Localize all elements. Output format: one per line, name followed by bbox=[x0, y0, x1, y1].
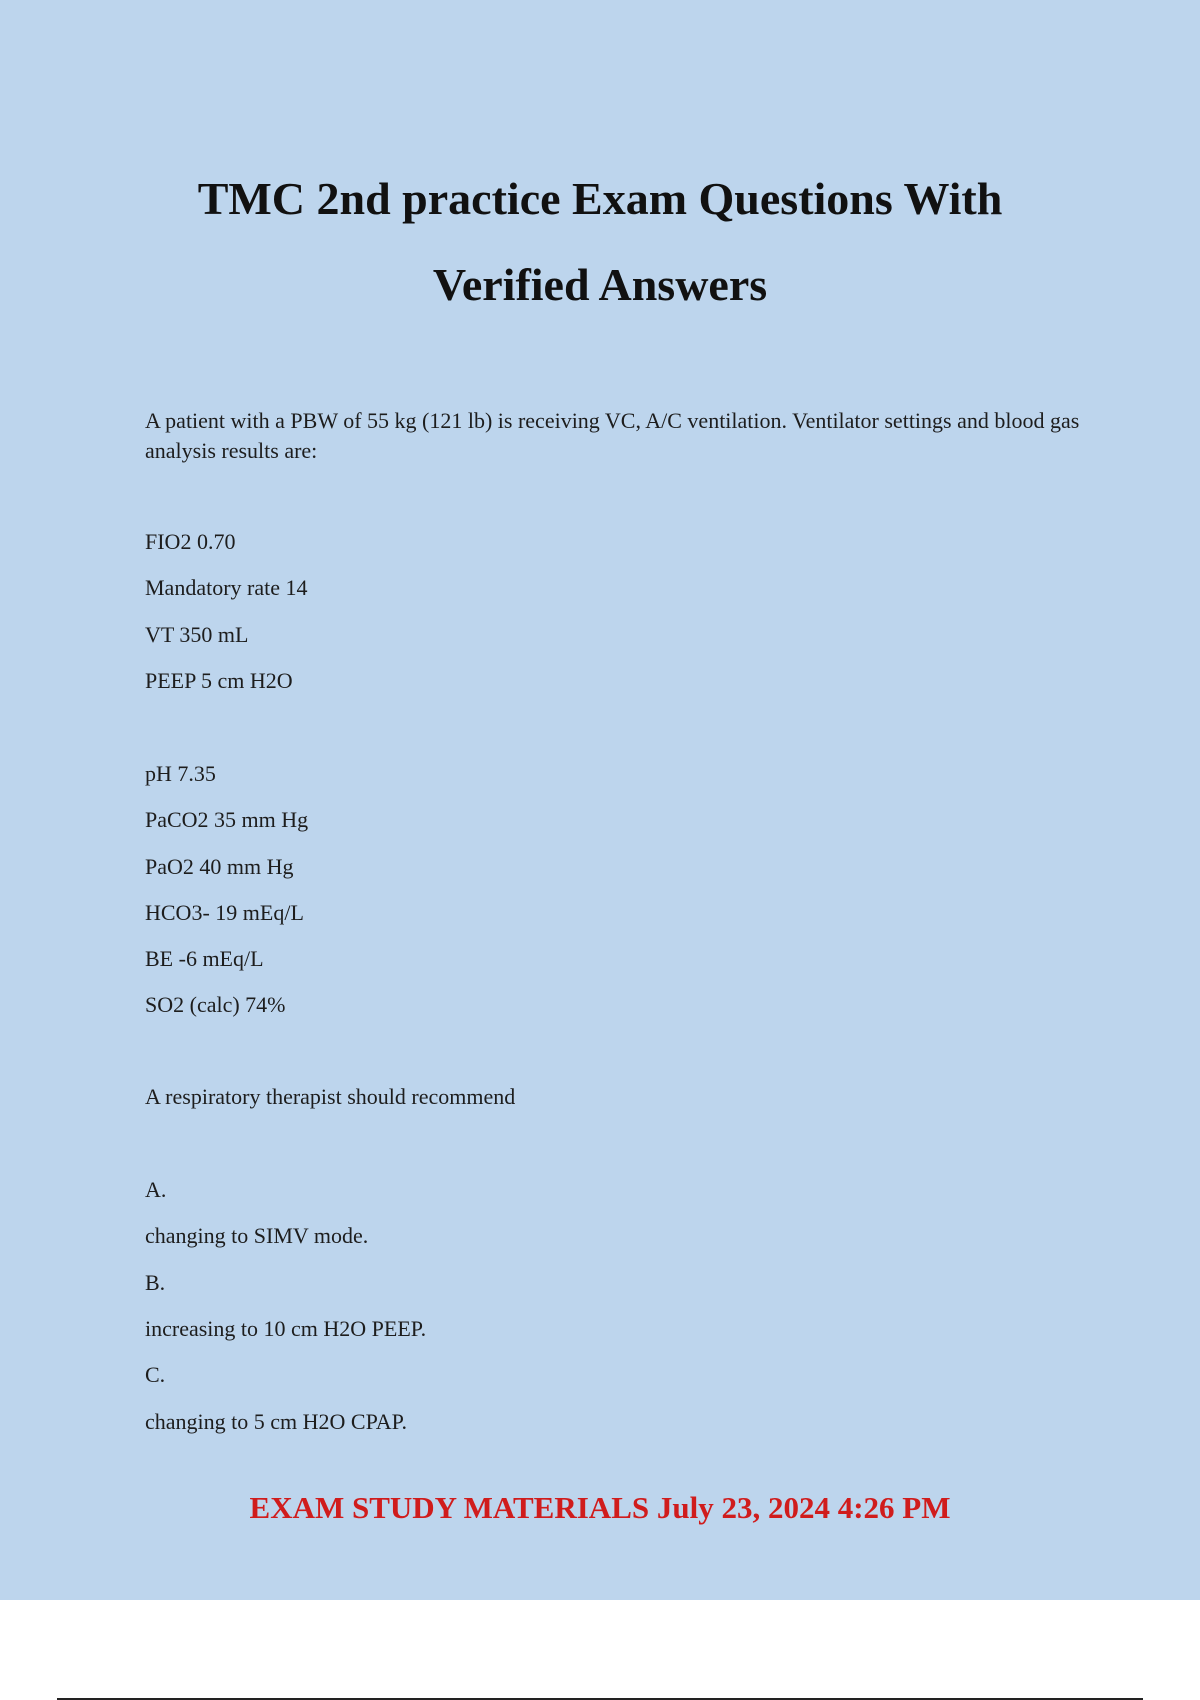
exam-stamp: EXAM STUDY MATERIALS July 23, 2024 4:26 PM bbox=[249, 1490, 951, 1525]
setting-fio2: FIO2 0.70 bbox=[145, 529, 236, 554]
setting-mandatory-rate: Mandatory rate 14 bbox=[145, 575, 308, 600]
page-title-line-1: TMC 2nd practice Exam Questions With bbox=[197, 173, 1003, 224]
gas-hco3: HCO3- 19 mEq/L bbox=[145, 900, 304, 925]
page-title-line-2: Verified Answers bbox=[432, 259, 768, 310]
setting-peep: PEEP 5 cm H2O bbox=[145, 668, 293, 693]
option-c-letter: C. bbox=[145, 1362, 166, 1387]
question-prompt: A respiratory therapist should recommend bbox=[145, 1084, 516, 1109]
option-c-text: changing to 5 cm H2O CPAP. bbox=[145, 1409, 407, 1434]
option-b-letter: B. bbox=[145, 1270, 166, 1295]
setting-vt: VT 350 mL bbox=[145, 622, 249, 647]
option-b-text: increasing to 10 cm H2O PEEP. bbox=[145, 1316, 427, 1341]
gas-ph: pH 7.35 bbox=[145, 761, 216, 786]
question-intro: A patient with a PBW of 55 kg (121 lb) is receiving VC, A/C ventilation. Ventilator settings and blood gas analysis results are: bbox=[145, 408, 1080, 463]
option-a-text: changing to SIMV mode. bbox=[145, 1223, 369, 1248]
gas-paco2: PaCO2 35 mm Hg bbox=[145, 807, 309, 832]
gas-so2: SO2 (calc) 74% bbox=[145, 992, 286, 1017]
option-a-letter: A. bbox=[145, 1177, 167, 1202]
gas-pao2: PaO2 40 mm Hg bbox=[145, 854, 294, 879]
gas-be: BE -6 mEq/L bbox=[145, 946, 264, 971]
